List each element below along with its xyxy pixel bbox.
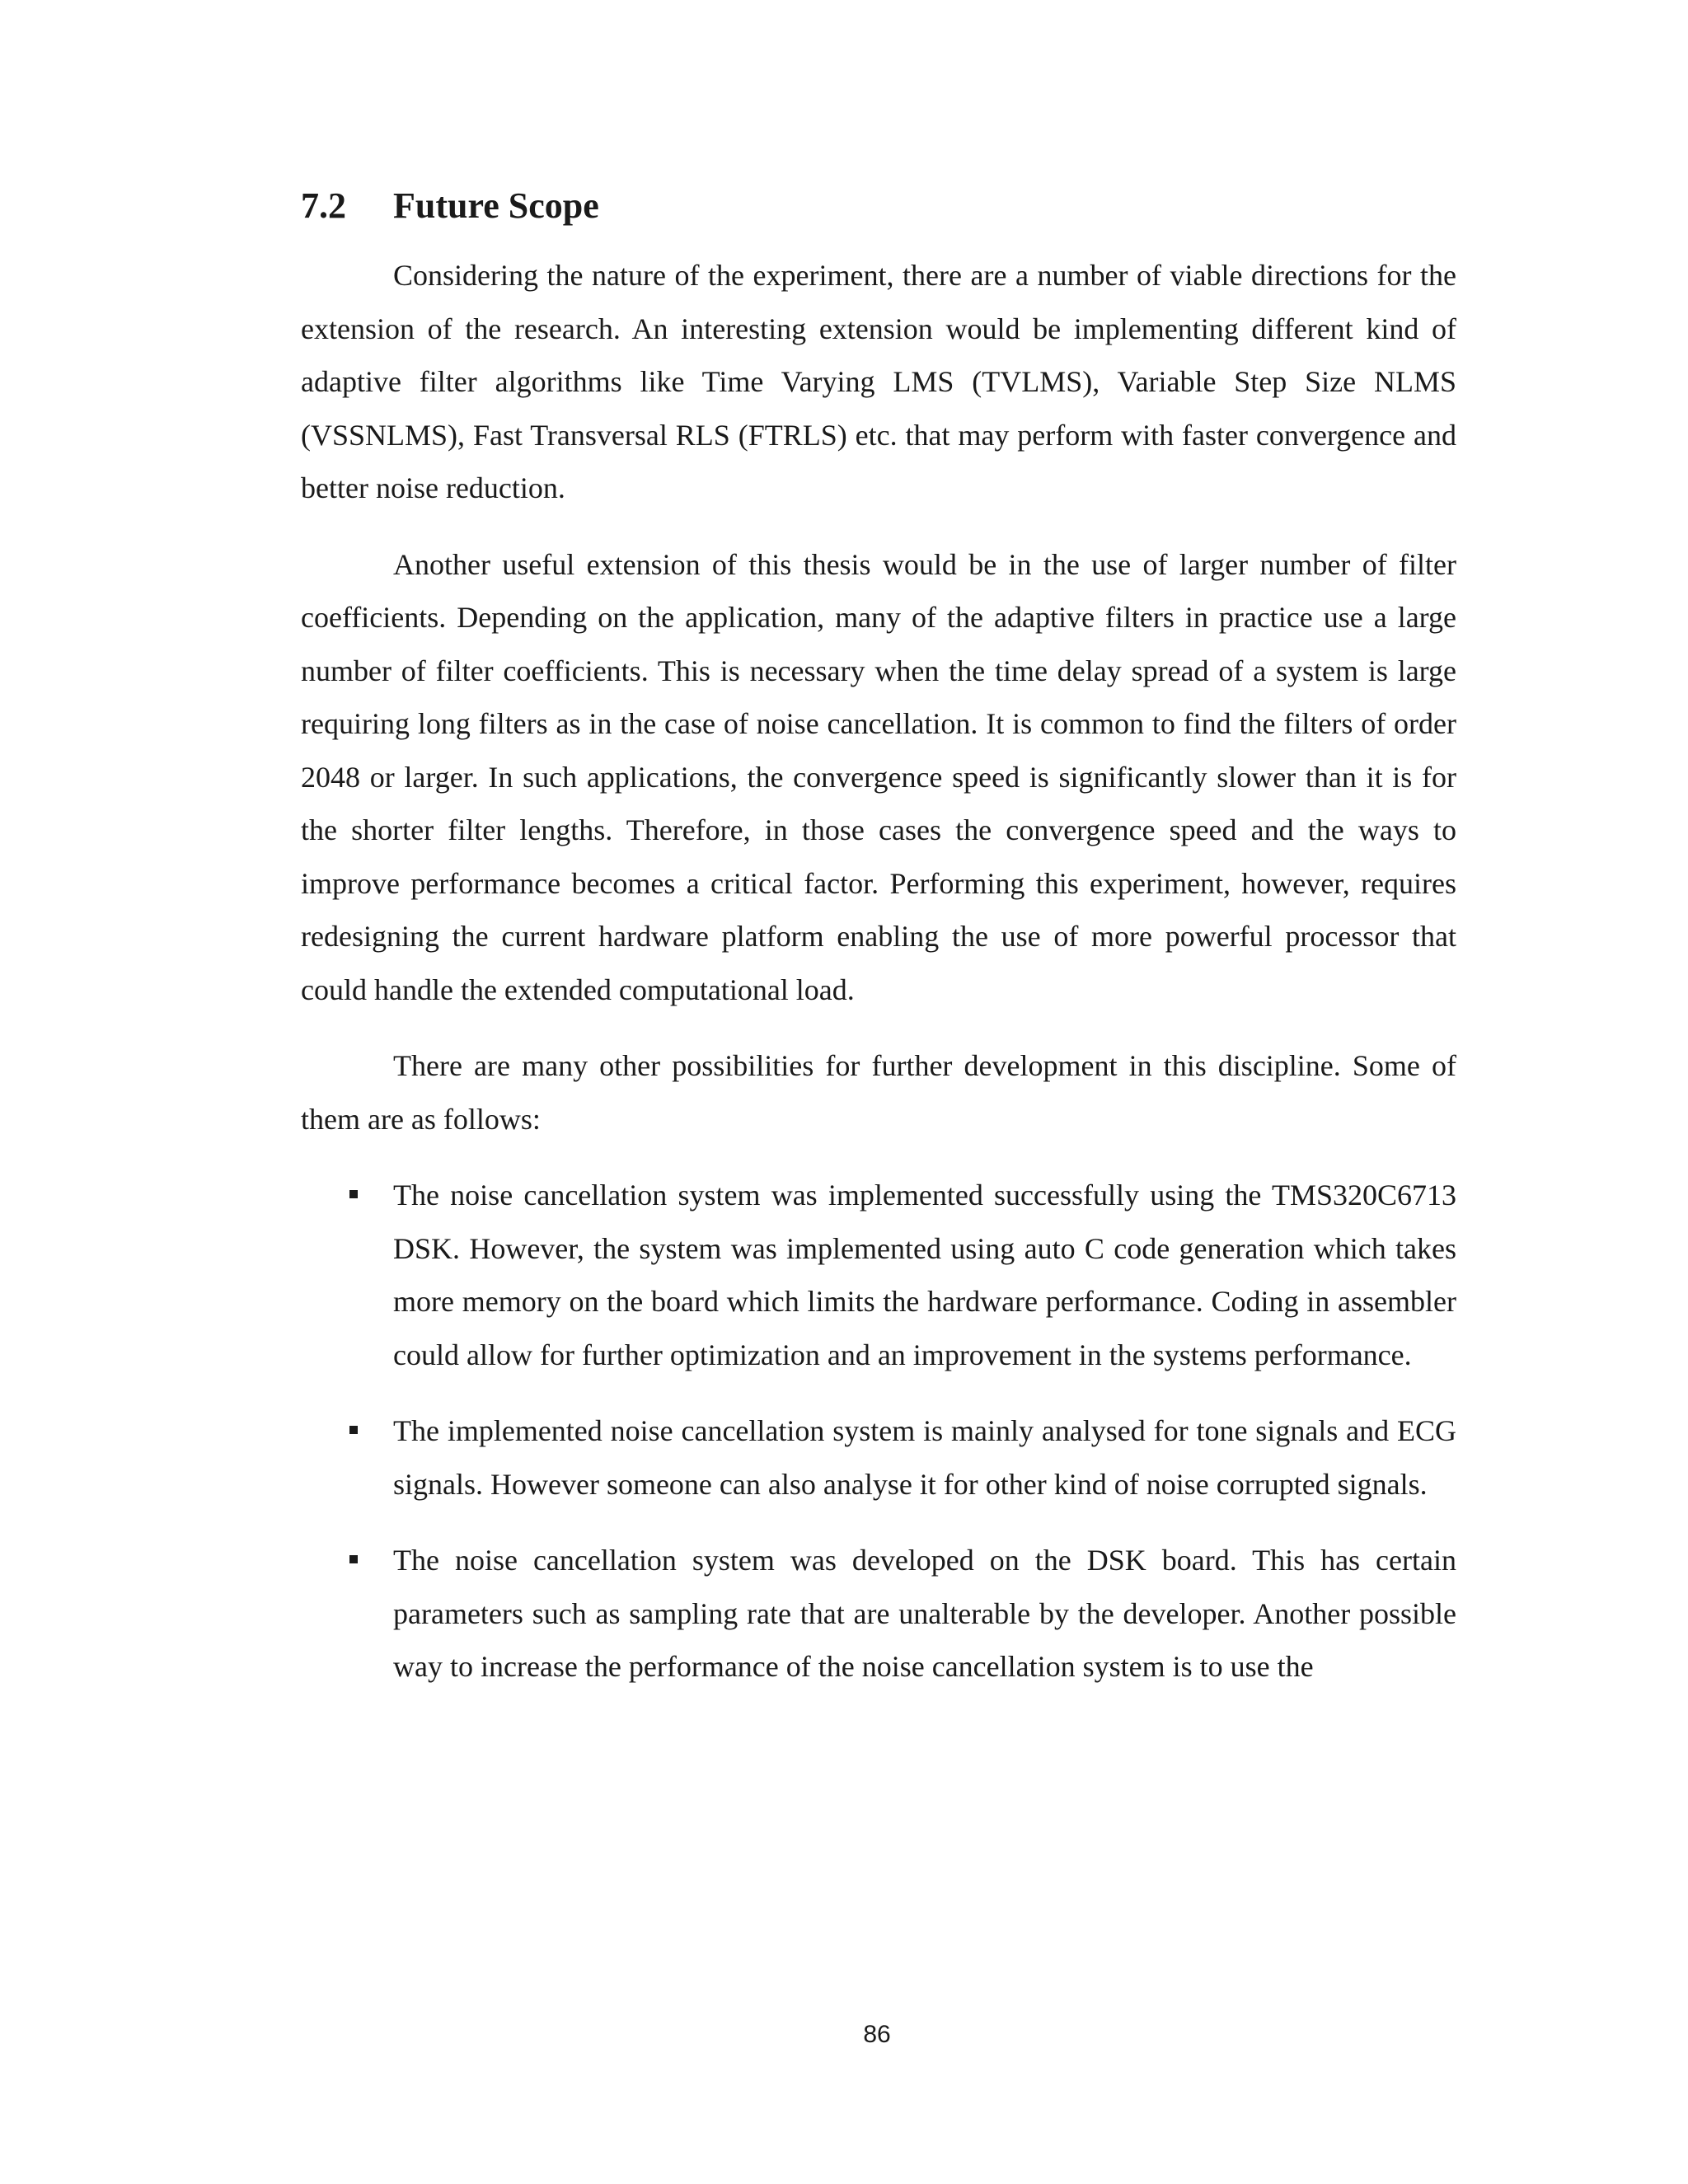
paragraph: There are many other possibilities for further development in this discipline. Some of them are as follows: (301, 1049, 1456, 1136)
square-bullet-icon (349, 1426, 358, 1434)
section-heading (301, 181, 1456, 231)
bullet-item (301, 1404, 1456, 1511)
bullet-item (301, 1534, 1456, 1694)
section-title: Future Scope (393, 185, 599, 226)
bullet-text: The noise cancellation system was developed on the DSK board. This has certain parameters such as sampling rate that are unalterable by the developer. Another possible way to increase the performance of the noise cancellation system is to use the (393, 1544, 1456, 1683)
square-bullet-icon (349, 1555, 358, 1563)
bullet-text: The implemented noise cancellation system is mainly analysed for tone signals and ECG signals. However someone can also analyse it for other kind of noise corrupted signals. (393, 1414, 1456, 1501)
bullet-list (301, 1169, 1456, 1694)
section-number: 7.2 (301, 185, 346, 226)
square-bullet-icon (349, 1190, 358, 1198)
page-number: 86 (863, 2021, 891, 2048)
document-page (301, 181, 1456, 1717)
paragraph: Considering the nature of the experiment, there are a number of viable directions for the extension of the research. An interesting extension would be implementing different kind of adaptive filter algorithms like Time Varying LMS (TVLMS), Variable Step Size NLMS (VSSNLMS), Fast Transversal RLS (FTRLS) etc. that may perform with faster convergence and better noise reduction. (301, 259, 1456, 504)
paragraph: Another useful extension of this thesis would be in the use of larger number of filter coefficients. Depending on the application, many of the adaptive filters in practice use a large number of filter coefficients. This is necessary when the time delay spread of a system is large requiring long filters as in the case of noise cancellation. It is common to find the filters of order 2048 or larger. In such applications, the convergence speed is significantly slower than it is for the shorter filter lengths. Therefore, in those cases the convergence speed and the ways to improve performance becomes a critical factor. Performing this experiment, however, requires redesigning the current hardware platform enabling the use of more powerful processor that could handle the extended computational load. (301, 547, 1456, 1006)
bullet-text: The noise cancellation system was implemented successfully using the TMS320C6713 DSK. However, the system was implemented using auto C code generation which takes more memory on the board which limits the hardware performance. Coding in assembler could allow for further optimization and an improvement in the systems performance. (393, 1179, 1456, 1371)
bullet-item (301, 1169, 1456, 1381)
